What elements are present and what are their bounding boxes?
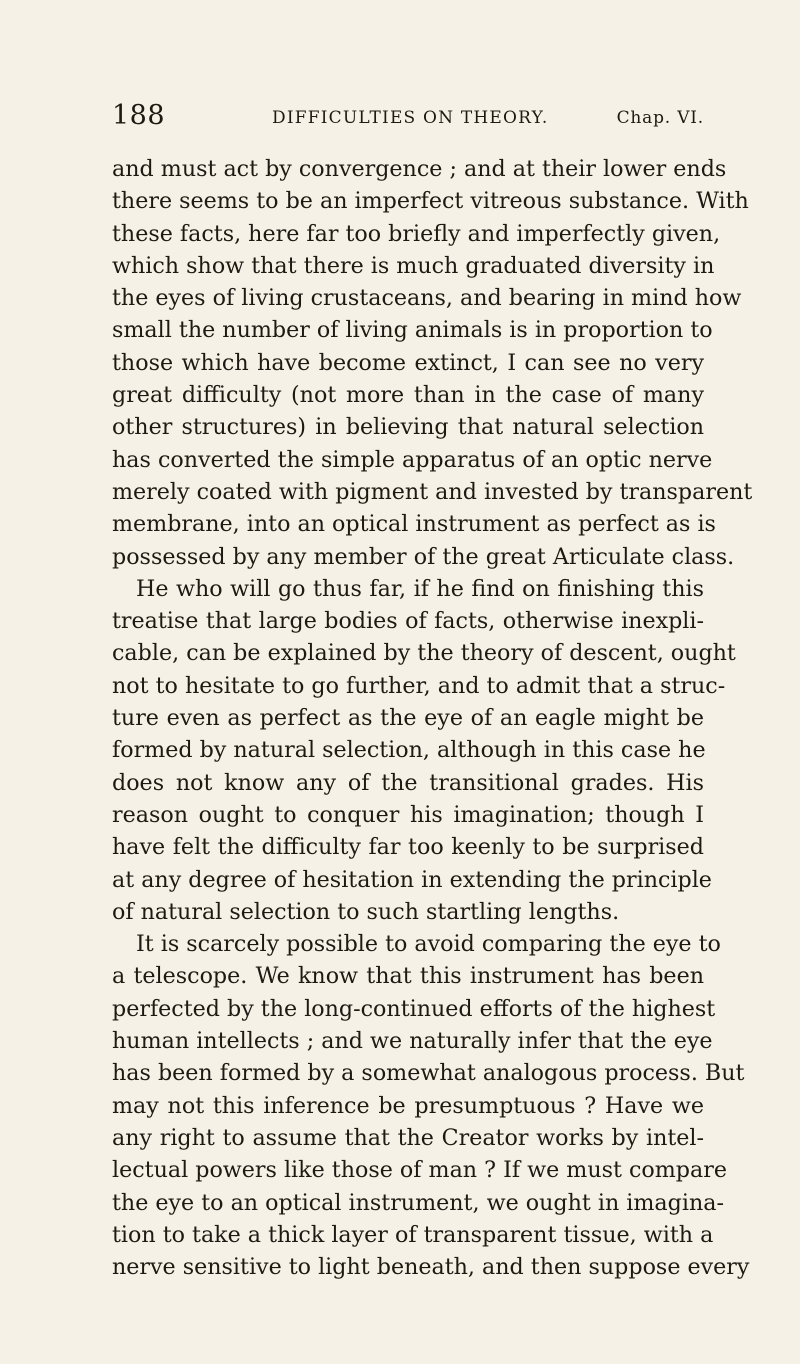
text-line: a telescope. We know that this instrument has been <box>112 963 704 990</box>
text-line: not to hesitate to go further, and to admit that a struc- <box>112 672 726 699</box>
body-text <box>112 153 753 1283</box>
text-line: any right to assume that the Creator works by intel- <box>112 1124 704 1151</box>
text-line: may not this inference be presumptuous ? Have we <box>112 1092 704 1119</box>
text-line: other structures) in believing that natural selection <box>112 414 704 441</box>
text-line: reason ought to conquer his imagination; though I <box>112 801 704 828</box>
text-line: membrane, into an optical instrument as perfect as is <box>112 511 716 538</box>
text-line: cable, can be explained by the theory of descent, ought <box>112 640 736 667</box>
text-line: small the number of living animals is in proportion to <box>112 317 713 344</box>
text-line: merely coated with pigment and invested by transparent <box>112 478 753 505</box>
text-line: ture even as perfect as the eye of an eagle might be <box>112 705 704 732</box>
paragraph-start-line: It is scarcely possible to avoid comparing the eye to <box>136 931 721 958</box>
text-line: does not know any of the transitional grades. His <box>112 769 704 796</box>
text-line: the eyes of living crustaceans, and bearing in mind how <box>112 285 742 312</box>
text-line: at any degree of hesitation in extending the principle <box>112 866 712 893</box>
text-line: there seems to be an imperfect vitreous substance. With <box>112 188 749 215</box>
running-title: DIFFICULTIES ON THEORY. <box>272 108 549 128</box>
text-line: have felt the difficulty far too keenly to be surprised <box>112 834 704 861</box>
paragraph-start-line: He who will go thus far, if he find on finishing this <box>136 575 704 602</box>
text-line: possessed by any member of the great Articulate class. <box>112 543 735 570</box>
text-line: these facts, here far too briefly and imperfectly given, <box>112 220 721 247</box>
text-line: has converted the simple apparatus of an optic nerve <box>112 446 713 473</box>
text-line: the eye to an optical instrument, we ought in imagina- <box>112 1189 724 1216</box>
text-line: great difficulty (not more than in the case of many <box>112 382 704 409</box>
text-line: those which have become extinct, I can see no very <box>112 349 704 376</box>
text-line: and must act by convergence ; and at their lower ends <box>112 156 727 182</box>
text-line: has been formed by a somewhat analogous process. But <box>112 1060 745 1087</box>
text-line: nerve sensitive to light beneath, and then suppose every <box>112 1254 750 1281</box>
text-line: treatise that large bodies of facts, otherwise inexpli- <box>112 608 704 635</box>
page-number: 188 <box>112 100 166 131</box>
text-line: tion to take a thick layer of transparent tissue, with a <box>112 1221 714 1248</box>
text-line: lectual powers like those of man ? If we must compare <box>112 1157 727 1184</box>
text-line: human intellects ; and we naturally infer that the eye <box>112 1028 713 1055</box>
text-line: perfected by the long-continued efforts of the highest <box>112 995 716 1022</box>
text-line: which show that there is much graduated diversity in <box>112 252 715 279</box>
chapter-label: Chap. VI. <box>616 108 704 128</box>
running-head <box>112 100 704 140</box>
text-line: formed by natural selection, although in this case he <box>112 737 706 764</box>
text-line: of natural selection to such startling lengths. <box>112 898 620 925</box>
